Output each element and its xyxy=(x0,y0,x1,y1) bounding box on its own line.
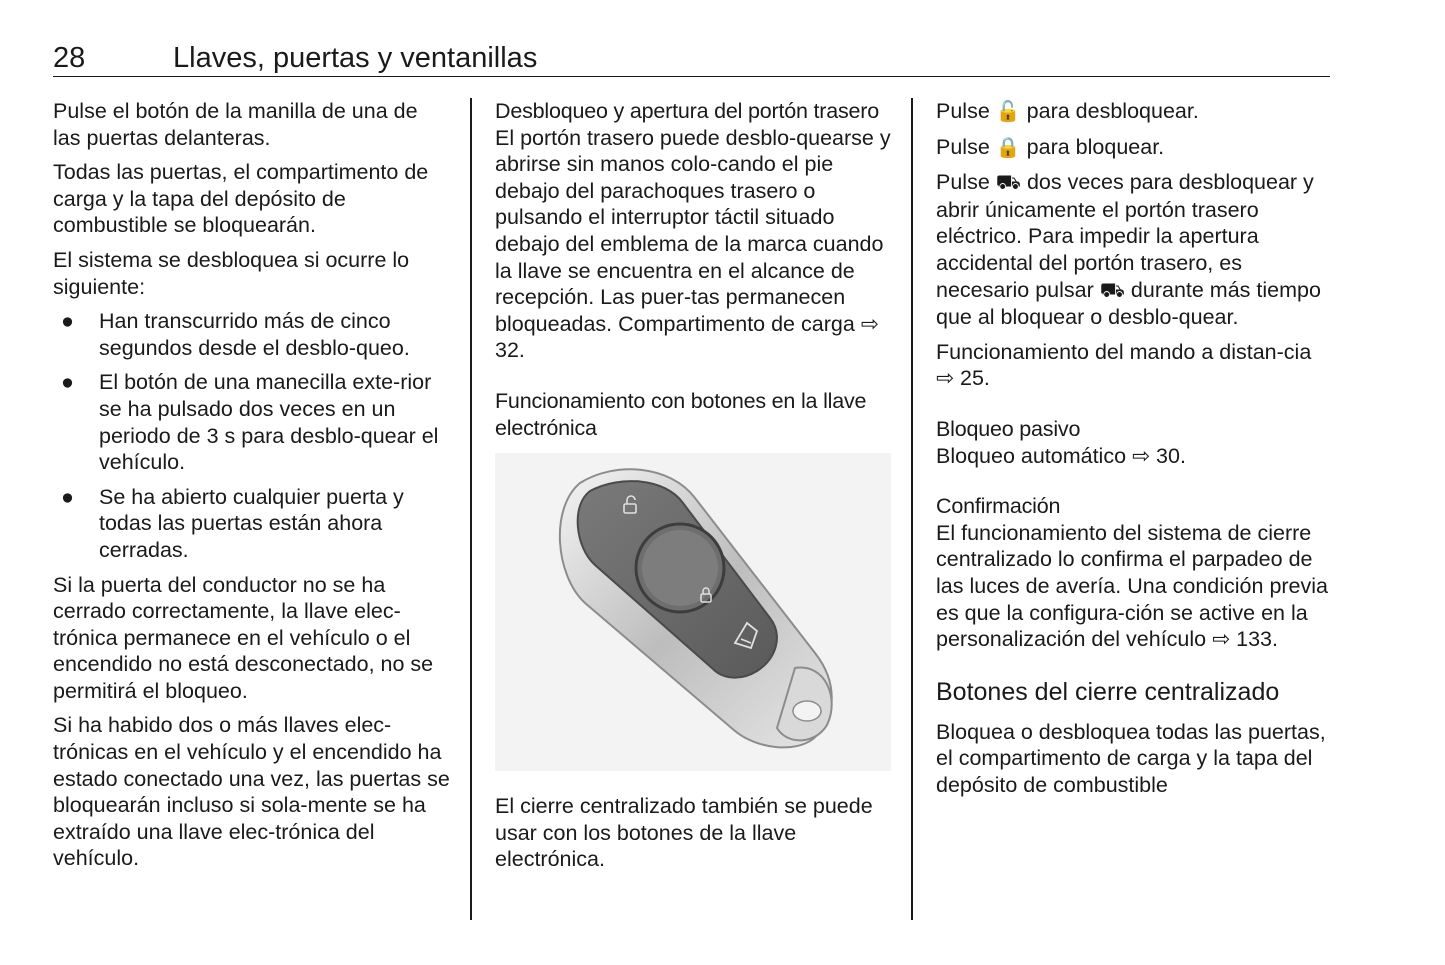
list-item-text: Se ha abierto cualquier puerta y todas las puertas están ahora cerradas. xyxy=(99,484,404,562)
bullet-icon: ● xyxy=(61,370,74,395)
subheading: Funcionamiento con botones en la llave electrónica xyxy=(495,388,867,440)
paragraph: El funcionamiento del sistema de cierre centralizado lo confirma el parpadeo de las luces de avería. Una condición previa es que la configura-ción se active en la personalización del vehículo ⇨ 133. xyxy=(936,520,1328,652)
cross-reference[interactable]: ⇨ 133. xyxy=(1212,627,1278,652)
arrow-right-icon: ⇨ xyxy=(936,366,955,391)
subheading: Bloqueo pasivo xyxy=(936,416,1081,441)
page-header xyxy=(53,40,1330,77)
unlock-instruction: Pulse 🔓 para desbloquear. xyxy=(936,99,1199,123)
paragraph: El sistema se desbloquea si ocurre lo siguiente: xyxy=(53,247,410,299)
paragraph: El cierre centralizado también se puede usar con los botones de la llave electrónica. xyxy=(495,794,873,872)
bullet-list xyxy=(53,308,451,563)
paragraph xyxy=(495,125,893,364)
subheading: Confirmación xyxy=(936,494,1061,519)
paragraph: Bloqueo automático ⇨ 30. xyxy=(936,443,1186,468)
paragraph: Bloquea o desbloquea todas las puertas, el compartimento de carga y la tapa del depósito de combustible xyxy=(936,719,1326,797)
paragraph: Funcionamiento del mando a distan-cia ⇨ 25. xyxy=(936,339,1312,391)
arrow-right-icon: ⇨ xyxy=(1132,443,1151,468)
list-item xyxy=(53,308,451,361)
lock-instruction: Pulse 🔒 para bloquear. xyxy=(936,134,1165,159)
list-item-text: El botón de una manecilla exte-rior se ha pulsado dos veces en un periodo de 3 s para desblo-quear el vehículo. xyxy=(99,370,439,475)
paragraph: Si la puerta del conductor no se ha cerrado correctamente, la llave elec-trónica permanece en el vehículo o el encendido no está desconectado, no se permitirá el bloqueo. xyxy=(53,572,434,703)
lock-icon: 🔒 xyxy=(995,136,1021,159)
paragraph-text: El portón trasero puede desblo-quearse y abrirse sin manos colo-cando el pie debajo del parachoques trasero o pulsando el interruptor táctil situado debajo del emblema de la marca cuando la llave se encuentra en el alcance de recepción. Las puer-tas permanecen bloqueadas. xyxy=(495,125,891,336)
paragraph: Si ha habido dos o más llaves elec-trónicas en el vehículo y el encendido ha estado conectado una vez, las puertas se bloquearán incluso si sola-mente se ha extraído una llave elec-trónica del vehículo. xyxy=(53,713,450,871)
subheading: Desbloqueo y apertura del portón trasero xyxy=(495,99,880,123)
arrow-right-icon: ⇨ xyxy=(860,311,879,336)
list-item xyxy=(53,484,451,564)
column-divider xyxy=(470,98,472,920)
liftgate-icon: ⛟ xyxy=(1099,279,1125,302)
arrow-right-icon: ⇨ xyxy=(1212,627,1231,652)
list-item-text: Han transcurrido más de cinco segundos desde el desblo-queo. xyxy=(99,309,410,360)
column-2 xyxy=(495,98,893,881)
unlock-icon: 🔓 xyxy=(995,101,1021,123)
liftgate-instruction: Pulse ⛟ dos veces para desbloquear y abrir únicamente el portón trasero eléctrico. Para impedir la apertura accidental del portón trasero, es necesario pulsar ⛟ durante más tiempo que al bloquear o desblo-quear. xyxy=(936,170,1321,330)
page-number: 28 xyxy=(53,42,86,74)
keyfob-illustration xyxy=(495,453,891,771)
cross-reference[interactable]: Compartimento de carga ⇨ 32. xyxy=(495,311,879,363)
bullet-icon: ● xyxy=(61,309,74,334)
cross-reference[interactable]: ⇨ 25. xyxy=(936,366,990,391)
cross-reference[interactable]: ⇨ 30. xyxy=(1132,443,1186,468)
column-3 xyxy=(936,98,1334,806)
column-1 xyxy=(53,98,451,880)
section-heading: Botones del cierre centralizado xyxy=(936,677,1280,706)
paragraph: Pulse el botón de la manilla de una de las puertas delanteras. xyxy=(53,99,418,150)
keyfob-icon xyxy=(495,453,891,771)
column-divider xyxy=(911,98,913,920)
list-item xyxy=(53,369,451,475)
liftgate-icon: ⛟ xyxy=(995,172,1021,195)
bullet-icon: ● xyxy=(61,484,74,509)
paragraph: Todas las puertas, el compartimento de carga y la tapa del depósito de combustible se bloquearán. xyxy=(53,160,429,238)
section-title: Llaves, puertas y ventanillas xyxy=(173,42,538,74)
